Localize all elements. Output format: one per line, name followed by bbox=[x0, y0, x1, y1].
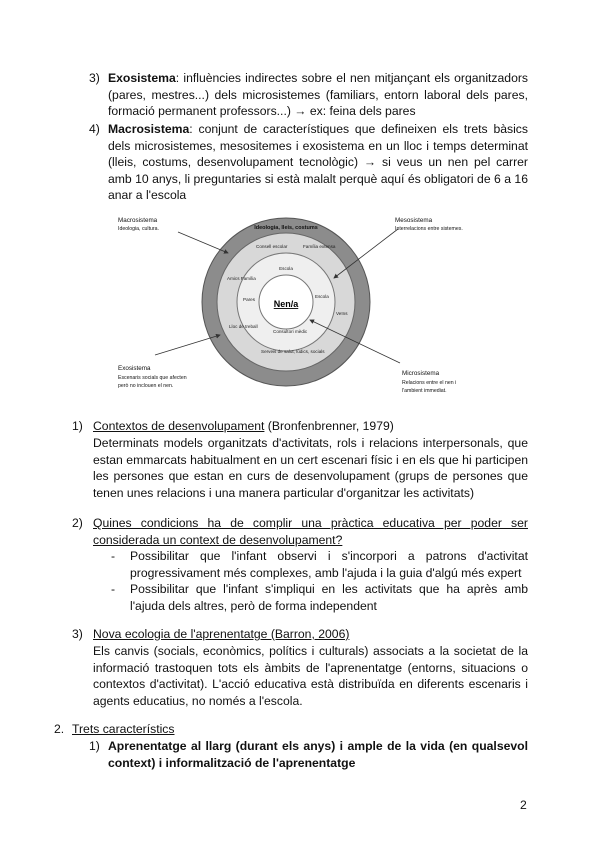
callout-desc: Escenaris socials que afecten bbox=[118, 375, 187, 381]
macro-ring-label: Ideologia, lleis, costums bbox=[254, 225, 318, 231]
item-number: 1) bbox=[89, 739, 100, 753]
list-item-macrosistema bbox=[108, 121, 528, 204]
bullet-item: Possibilitar que l'infant s'impliqui en les activitats que ha après amb l'ajuda dels altres, però de forma independent bbox=[130, 582, 528, 613]
callout-desc: l'ambient immediat. bbox=[402, 388, 447, 394]
section-number: 3) bbox=[72, 627, 83, 641]
callout-title: Macrosistema bbox=[118, 217, 158, 224]
ring-label: Escola bbox=[279, 266, 293, 271]
callout-desc: Ideologia, cultura. bbox=[118, 226, 159, 232]
ring-label: Consell escolar bbox=[256, 244, 288, 249]
ring-label: Lloc de treball bbox=[229, 324, 258, 329]
item-number: 4) bbox=[89, 122, 100, 136]
section-body: Determinats models organitzats d'activitats, rols i relacions interpersonals, que estan emmarcats habitualment en un cert escenari físic i en els que hi participen les persones que estan en curs de desenvolupament (grups de persones que tenen unes relacions i una manera particular d'organitzar les activitats) bbox=[93, 436, 528, 500]
definition: : influències indirectes sobre el nen mitjançant els organitzadors (pares, mestres...) dels microsistemes (familiars, entorn laboral dels pares, formació permanent professors...) → ex: feina dels pares bbox=[108, 71, 528, 119]
section-number: 2) bbox=[72, 516, 83, 530]
item-text: Aprenentatge al llarg (durant els anys) i ample de la vida (en qualsevol context) i informalització de l'aprenentatge bbox=[108, 739, 528, 770]
ring-label: Família extensa bbox=[303, 244, 336, 249]
ring-label: Escola bbox=[315, 294, 329, 299]
heading-suffix: (Bronfenbrenner, 1979) bbox=[264, 419, 394, 433]
chapter-number: 2. bbox=[54, 722, 65, 736]
section-body: Els canvis (socials, econòmics, polítics i culturals) associats a la societat de la informació trastoquen tots els àmbits de l'aprenentatge (entorns, situacions o contextos d'activitat). L'acció educativa està distribuïda en diferents escenaris i agents educatius, no només a l'escola. bbox=[93, 644, 528, 708]
definition: : conjunt de característiques que defineixen els trets bàsics dels microsistemes, mesositemes i exosistema en un lloc i temps determinat (lleis, costums, desenvolupament tecnològic) → si veus un nen pel carrer amb 10 anys, li preguntaries si està malalt perquè aquí és obligatori de 6 a 16 anar a l'escola bbox=[108, 122, 528, 203]
callout-arrow bbox=[155, 335, 220, 355]
bullet-item: Possibilitar que l'infant observi i s'incorpori a patrons d'activitat progressivament més complexes, amb l'ajuda i la guia d'algú més expert bbox=[130, 549, 528, 580]
term: Exosistema bbox=[108, 71, 176, 85]
ecological-model-diagram bbox=[110, 205, 510, 405]
section-heading: Nova ecologia de l'aprenentatge (Barron, 2006) bbox=[93, 627, 350, 641]
chapter-heading: Trets característics bbox=[72, 722, 175, 736]
callout-desc: Relacions entre el nen i bbox=[402, 380, 457, 386]
section-number: 1) bbox=[72, 419, 83, 433]
heading-link: Contextos de desenvolupament bbox=[93, 419, 265, 433]
ring-label: Consultori mèdic bbox=[273, 329, 308, 334]
callout-desc: però no inclouen el nen. bbox=[118, 383, 174, 389]
ring-label: Veïns bbox=[336, 311, 348, 316]
section-heading: Quines condicions ha de complir una pràctica educativa per poder ser considerada un context de desenvolupament? bbox=[93, 516, 528, 547]
section-heading bbox=[93, 418, 528, 435]
ring-label: Pares bbox=[243, 297, 256, 302]
callout-title: Microsistema bbox=[402, 370, 440, 377]
callout-title: Mesosistema bbox=[395, 217, 433, 224]
item-number: 3) bbox=[89, 71, 100, 85]
callout-title: Exosistema bbox=[118, 365, 151, 372]
page-number: 2 bbox=[520, 798, 527, 812]
center-label: Nen/a bbox=[273, 299, 299, 309]
ring-label: Serveis de salut, lúdics, socials bbox=[261, 349, 325, 354]
bullet-dash: - bbox=[111, 582, 116, 596]
list-item-exosistema bbox=[108, 70, 528, 120]
bullet-dash: - bbox=[111, 549, 116, 563]
callout-arrow bbox=[178, 232, 228, 253]
ring-label: Amics Família bbox=[227, 276, 256, 281]
term: Macrosistema bbox=[108, 122, 190, 136]
callout-desc: Interrelacions entre sistemes. bbox=[395, 226, 463, 232]
